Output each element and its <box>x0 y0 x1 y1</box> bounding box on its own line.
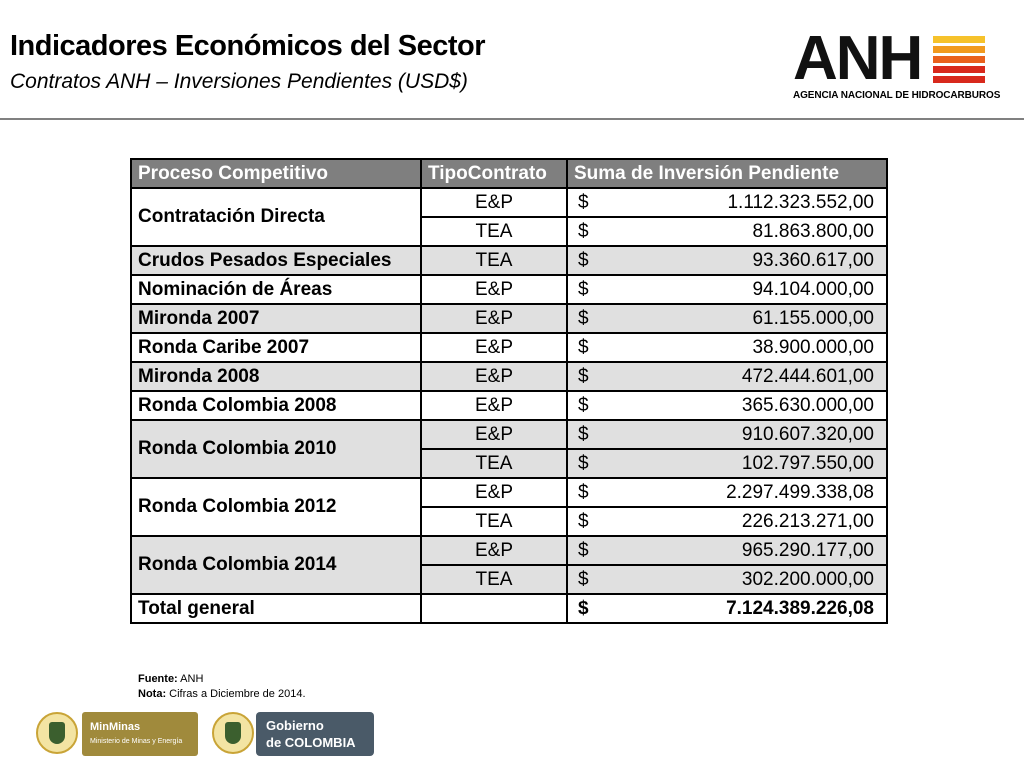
amount-value: 2.297.499.338,08 <box>726 481 874 503</box>
currency-symbol: $ <box>578 395 589 416</box>
proceso-cell: Ronda Colombia 2008 <box>131 391 421 420</box>
note-line <box>138 687 306 702</box>
tipo-cell: E&P <box>421 304 567 333</box>
total-amount-value: 7.124.389.226,08 <box>726 597 874 619</box>
amount-value: 38.900.000,00 <box>752 336 874 358</box>
proceso-cell: Ronda Caribe 2007 <box>131 333 421 362</box>
amount-value: 81.863.800,00 <box>752 220 874 242</box>
anh-logo-subtitle <box>793 90 1001 101</box>
monto-cell <box>567 536 887 565</box>
colombia-coat-of-arms-icon <box>212 712 254 754</box>
tipo-cell: E&P <box>421 420 567 449</box>
minminas-name: MinMinas <box>90 721 141 733</box>
currency-symbol: $ <box>578 279 589 300</box>
page-title: Indicadores Económicos del Sector <box>10 30 486 62</box>
investment-table <box>130 158 888 624</box>
table-row <box>131 536 887 565</box>
monto-cell <box>567 246 887 275</box>
table-row <box>131 246 887 275</box>
amount-value: 93.360.617,00 <box>752 249 874 271</box>
currency-symbol: $ <box>578 482 589 503</box>
table-row <box>131 304 887 333</box>
header-divider <box>0 118 1024 120</box>
proceso-cell: Ronda Colombia 2012 <box>131 478 421 536</box>
total-row <box>131 594 887 623</box>
tipo-cell: TEA <box>421 565 567 594</box>
amount-value: 365.630.000,00 <box>741 394 874 416</box>
source-value: ANH <box>177 673 204 685</box>
note-label: Nota: <box>138 688 167 700</box>
table-row <box>131 333 887 362</box>
col-header-proceso: Proceso Competitivo <box>131 159 421 188</box>
proceso-cell: Nominación de Áreas <box>131 275 421 304</box>
minminas-subtitle: Ministerio de Minas y Energía <box>90 738 183 745</box>
colombia-coat-of-arms-icon <box>36 712 78 754</box>
tipo-cell: E&P <box>421 536 567 565</box>
minminas-logo <box>82 712 198 756</box>
amount-value: 102.797.550,00 <box>741 452 874 474</box>
gobierno-colombia-logo <box>256 712 374 756</box>
tipo-cell: E&P <box>421 188 567 217</box>
total-monto-cell <box>567 594 887 623</box>
amount-value: 302.200.000,00 <box>741 568 874 590</box>
amount-value: 94.104.000,00 <box>752 278 874 300</box>
tipo-cell: TEA <box>421 217 567 246</box>
table-row <box>131 478 887 507</box>
monto-cell <box>567 333 887 362</box>
monto-cell <box>567 478 887 507</box>
tipo-cell: TEA <box>421 507 567 536</box>
anh-logo <box>793 24 1001 104</box>
monto-cell <box>567 565 887 594</box>
monto-cell <box>567 188 887 217</box>
currency-symbol: $ <box>578 308 589 329</box>
table-row <box>131 188 887 217</box>
currency-symbol: $ <box>578 540 589 561</box>
currency-symbol: $ <box>578 221 589 242</box>
monto-cell <box>567 362 887 391</box>
table-header-row <box>131 159 887 188</box>
tipo-cell: E&P <box>421 275 567 304</box>
note-value: Cifras a Diciembre de 2014. <box>166 688 306 700</box>
gobierno-line2-bold: COLOMBIA <box>284 735 356 750</box>
table-row <box>131 275 887 304</box>
currency-symbol: $ <box>578 192 589 213</box>
gobierno-line2 <box>266 735 356 750</box>
amount-value: 472.444.601,00 <box>741 365 874 387</box>
proceso-cell: Mironda 2007 <box>131 304 421 333</box>
monto-cell <box>567 304 887 333</box>
anh-logo-letters: ANH <box>793 24 922 93</box>
table-row <box>131 362 887 391</box>
proceso-cell: Ronda Colombia 2014 <box>131 536 421 594</box>
proceso-cell: Contratación Directa <box>131 188 421 246</box>
proceso-cell: Ronda Colombia 2010 <box>131 420 421 478</box>
currency-symbol: $ <box>578 569 589 590</box>
col-header-monto: Suma de Inversión Pendiente <box>567 159 887 188</box>
tipo-cell: E&P <box>421 478 567 507</box>
currency-symbol: $ <box>578 366 589 387</box>
monto-cell <box>567 507 887 536</box>
anh-logo-subtitle-prefix: AGENCIA NACIONAL DE <box>793 90 912 101</box>
currency-symbol: $ <box>578 453 589 474</box>
source-label: Fuente: <box>138 673 178 685</box>
source-line <box>138 672 306 687</box>
amount-value: 910.607.320,00 <box>741 423 874 445</box>
tipo-cell: E&P <box>421 362 567 391</box>
currency-symbol: $ <box>578 598 589 619</box>
monto-cell <box>567 391 887 420</box>
tipo-cell: E&P <box>421 391 567 420</box>
monto-cell <box>567 449 887 478</box>
anh-stripes-icon <box>933 36 985 86</box>
table-row <box>131 391 887 420</box>
currency-symbol: $ <box>578 337 589 358</box>
total-label: Total general <box>131 594 421 623</box>
anh-logo-subtitle-bold: HIDROCARBUROS <box>911 90 1001 101</box>
monto-cell <box>567 275 887 304</box>
col-header-tipo: TipoContrato <box>421 159 567 188</box>
monto-cell <box>567 217 887 246</box>
source-notes <box>138 672 306 702</box>
proceso-cell: Crudos Pesados Especiales <box>131 246 421 275</box>
monto-cell <box>567 420 887 449</box>
page-subtitle: Contratos ANH – Inversiones Pendientes (USD$) <box>10 70 468 93</box>
tipo-cell: E&P <box>421 333 567 362</box>
gobierno-line1: Gobierno <box>266 718 324 733</box>
amount-value: 1.112.323.552,00 <box>727 191 874 213</box>
total-tipo <box>421 594 567 623</box>
table-row <box>131 420 887 449</box>
amount-value: 965.290.177,00 <box>741 539 874 561</box>
currency-symbol: $ <box>578 424 589 445</box>
tipo-cell: TEA <box>421 449 567 478</box>
currency-symbol: $ <box>578 511 589 532</box>
tipo-cell: TEA <box>421 246 567 275</box>
gobierno-line2-prefix: de <box>266 735 285 750</box>
currency-symbol: $ <box>578 250 589 271</box>
proceso-cell: Mironda 2008 <box>131 362 421 391</box>
amount-value: 226.213.271,00 <box>741 510 874 532</box>
amount-value: 61.155.000,00 <box>752 307 874 329</box>
